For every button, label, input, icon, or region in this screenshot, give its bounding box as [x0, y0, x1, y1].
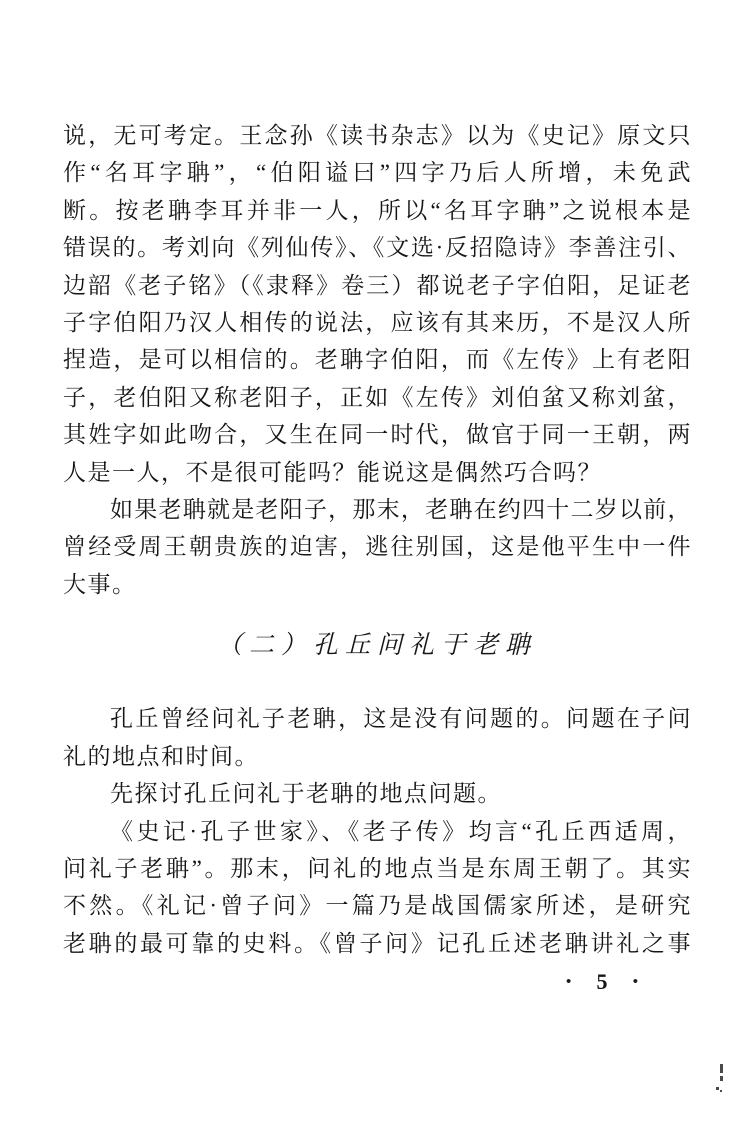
spacer — [63, 664, 691, 700]
text-line: 边韶《老子铭》（《隶释》卷三）都说老子字伯阳，足证老 — [63, 272, 691, 298]
scan-artifact-dash — [720, 1064, 723, 1073]
paragraph — [63, 700, 691, 775]
page-number-dot-left: • — [566, 973, 572, 990]
text-line: 说，无可考定。王念孙《读书杂志》以为《史记》原文只 — [63, 123, 691, 148]
scan-artifact-dash — [720, 1076, 723, 1081]
text-line: 礼的地点和时间。 — [63, 743, 259, 769]
text-line: 捏造，是可以相信的。老聃字伯阳，而《左传》上有老阳 — [63, 347, 691, 373]
text-line: 子字伯阳乃汉人相传的说法，应该有其来历，不是汉人所 — [63, 309, 691, 335]
page-number-dot-right: • — [632, 973, 638, 990]
paragraph — [63, 775, 691, 812]
text-line: 其姓字如此吻合，又生在同一时代，做官于同一王朝，两 — [63, 422, 691, 448]
text-line: 《史记·孔子世家》、《老子传》均言“孔丘西适周， — [110, 818, 691, 844]
paragraph-continuation — [63, 117, 691, 491]
text-line: 孔丘曾经问礼子老聃，这是没有问题的。问题在子问 — [110, 706, 691, 732]
page-number — [566, 966, 638, 998]
paragraph — [63, 813, 691, 963]
text-line: 大事。 — [63, 571, 137, 597]
scan-artifact-dot — [716, 1087, 719, 1090]
text-line: 作“名耳字聃”，“伯阳谥曰”四字乃后人所增，未免武 — [63, 160, 691, 186]
text-line: 子，老伯阳又称老阳子，正如《左传》刘伯蚠又称刘蚠， — [63, 384, 691, 410]
text-line: 断。按老聃李耳并非一人，所以“名耳字聃”之说根本是 — [63, 197, 691, 223]
spacer — [63, 603, 691, 627]
text-line: 人是一人，不是很可能吗？能说这是偶然巧合吗？ — [63, 459, 602, 485]
text-block — [63, 117, 691, 962]
text-line: 曾经受周王朝贵族的迫害，逃往别国，这是他平生中一件 — [63, 534, 691, 560]
page-number-value: 5 — [596, 969, 608, 994]
text-line: 先探讨孔丘问礼于老聃的地点问题。 — [110, 781, 502, 807]
text-line: 如果老聃就是老阳子，那末，老聃在约四十二岁以前， — [110, 496, 691, 522]
text-line: 不然。《礼记·曾子问》一篇乃是战国儒家所述，是研究 — [63, 893, 691, 919]
text-line: 老聃的最可靠的史料。《曾子问》记孔丘述老聃讲礼之事 — [63, 930, 691, 956]
paragraph — [63, 491, 691, 603]
text-line: 错误的。考刘向《列仙传》、《文选·反招隐诗》李善注引、 — [63, 235, 691, 261]
section-heading: （二）孔丘问礼于老聃 — [216, 632, 537, 660]
scan-artifact-dot — [720, 1090, 722, 1092]
text-line: 问礼子老聃”。那末，问礼的地点当是东周王朝了。其实 — [63, 856, 691, 882]
